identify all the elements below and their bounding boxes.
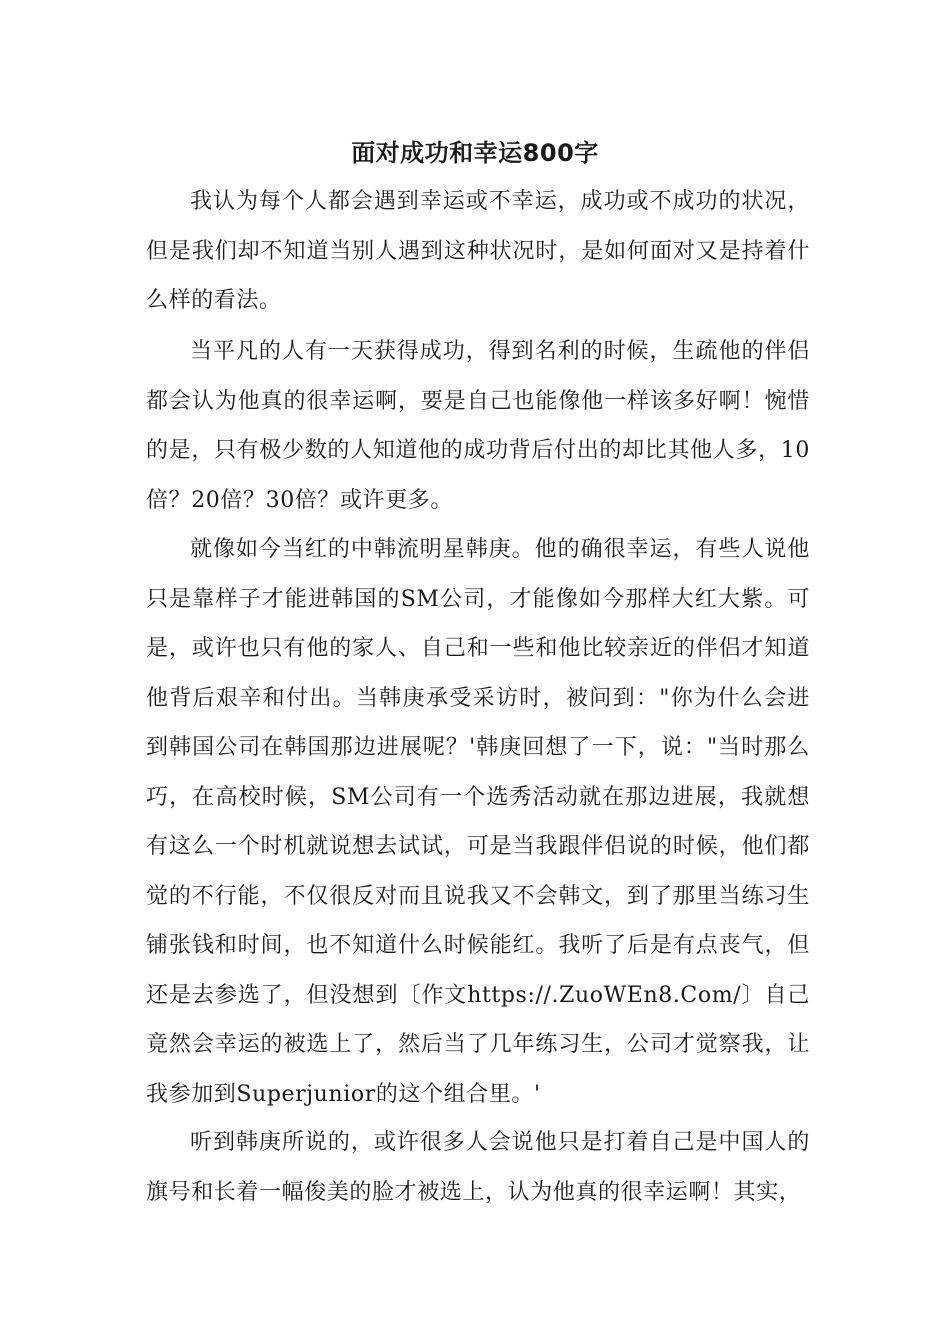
paragraph-3: 就像如今当红的中韩流明星韩庚。他的确很幸运，有些人说他只是靠样子才能进韩国的SM公司，才能像如今那样大红大紫。可是，或许也只有他的家人、自己和一些和他比较亲近的伴侣才知道他背后艰辛和付出。当韩庚承受采访时，被问到："你为什么会进到韩国公司在韩国那边进展呢？'韩庚回想了一下，说："当时那么巧，在高校时候，SM公司有一个选秀活动就在那边进展，我就想有这么一个时机就说想去试试，可是当我跟伴侣说的时候，他们都觉的不行能，不仅很反对而且说我又不会韩文，到了那里当练习生铺张钱和时间，也不知道什么时候能红。我听了后是有点丧气，但还是去参选了，但没想到〔作文https://.ZuoWEn8.Com/〕自己竟然会幸运的被选上了，然后当了几年练习生，公司才觉察我，让我参加到Superjunior的这个组合里。' — [146, 537, 810, 1107]
paragraph-1: 我认为每个人都会遇到幸运或不幸运，成功或不成功的状况，但是我们却不知道当别人遇到这种状况时，是如何面对又是持着什么样的看法。 — [146, 189, 810, 313]
paragraph-2: 当平凡的人有一天获得成功，得到名利的时候，生疏他的伴侣都会认为他真的很幸运啊，要是自己也能像他一样该多好啊！惋惜的是，只有极少数的人知道他的成功背后付出的却比其他人多，10倍？20倍？30倍？或许更多。 — [146, 339, 810, 513]
paragraph-4: 听到韩庚所说的，或许很多人会说他只是打着自己是中国人的旗号和长着一幅俊美的脸才被选上，认为他真的很幸运啊！其实， — [146, 1130, 810, 1205]
document-title: 面对成功和幸运800字 — [351, 139, 599, 167]
